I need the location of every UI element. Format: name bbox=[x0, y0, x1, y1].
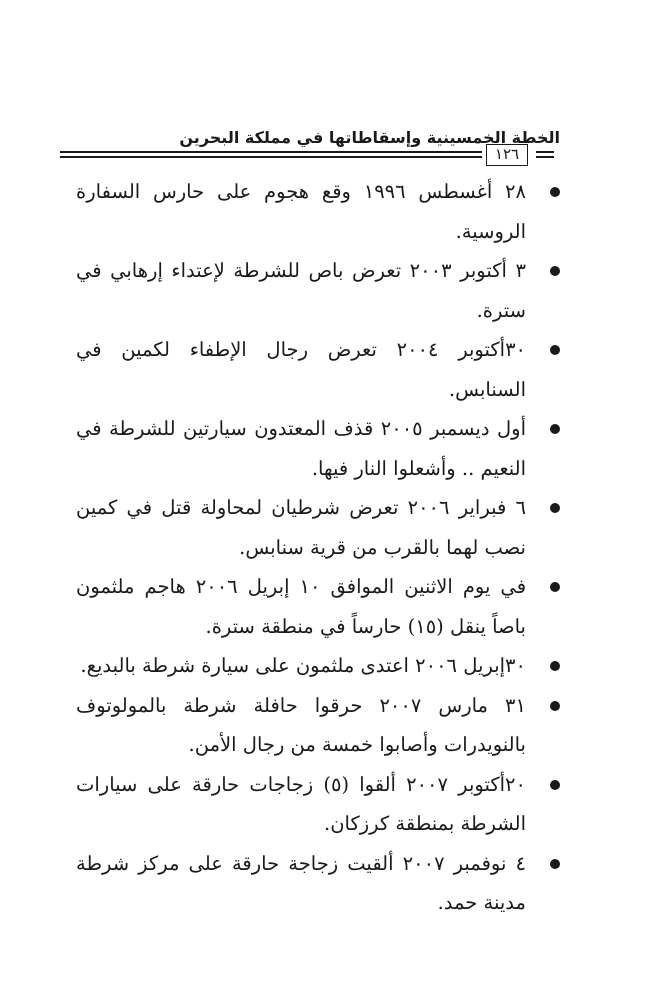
list-item-text: ٣٠إبريل ٢٠٠٦ اعتدى ملثمون على سيارة شرطة بالبديع. bbox=[80, 654, 526, 677]
page-number-ornament bbox=[536, 151, 554, 153]
bullet-icon bbox=[550, 345, 560, 355]
list-item-text: ٣١ مارس ٢٠٠٧ حرقوا حافلة شرطة بالمولوتوف بالنويدرات وأصابوا خمسة من رجال الأمن. bbox=[76, 693, 526, 756]
page-number-ornament bbox=[536, 156, 554, 158]
header-rule bbox=[60, 156, 482, 158]
list-item-text: في يوم الاثنين الموافق ١٠ إبريل ٢٠٠٦ هاجم ملثمون باصاً ينقل (١٥) حارساً في منطقة سترة. bbox=[76, 575, 527, 638]
running-title: الخطة الخمسينية وإسقاطاتها في مملكة البحرين bbox=[179, 128, 560, 147]
incident-list bbox=[76, 172, 564, 923]
bullet-icon bbox=[550, 187, 560, 197]
list-item-text: أول ديسمبر ٢٠٠٥ قذف المعتدون سيارتين للشرطة في النعيم .. وأشعلوا النار فيها. bbox=[76, 417, 526, 480]
bullet-icon bbox=[550, 582, 560, 592]
bullet-icon bbox=[550, 503, 560, 513]
list-item bbox=[76, 686, 564, 765]
list-item bbox=[76, 330, 564, 409]
list-item-text: ٢٠أكتوبر ٢٠٠٧ ألقوا (٥) زجاجات حارقة على سيارات الشرطة بمنطقة كرزكان. bbox=[76, 772, 526, 835]
list-item bbox=[76, 765, 564, 844]
list-item bbox=[76, 646, 564, 686]
list-item-text: ٢٨ أغسطس ١٩٩٦ وقع هجوم على حارس السفارة الروسية. bbox=[76, 180, 526, 243]
list-item bbox=[76, 172, 564, 251]
list-item bbox=[76, 488, 564, 567]
list-item-text: ٤ نوفمبر ٢٠٠٧ ألقيت زجاجة حارقة على مركز شرطة مدينة حمد. bbox=[76, 851, 526, 914]
bullet-icon bbox=[550, 780, 560, 790]
list-item bbox=[76, 251, 564, 330]
bullet-icon bbox=[550, 701, 560, 711]
header-rule bbox=[60, 151, 482, 153]
list-item bbox=[76, 409, 564, 488]
list-item bbox=[76, 567, 564, 646]
list-item-text: ٦ فبراير ٢٠٠٦ تعرض شرطيان لمحاولة قتل في كمين نصب لهما بالقرب من قرية سنابس. bbox=[76, 496, 526, 559]
list-item bbox=[76, 844, 564, 923]
list-item-text: ٣٠أكتوبر ٢٠٠٤ تعرض رجال الإطفاء لكمين في السنابس. bbox=[76, 338, 527, 401]
bullet-icon bbox=[550, 859, 560, 869]
list-item-text: ٣ أكتوبر ٢٠٠٣ تعرض باص للشرطة لإعتداء إرهابي في سترة. bbox=[76, 259, 526, 322]
bullet-icon bbox=[550, 661, 560, 671]
bullet-icon bbox=[550, 266, 560, 276]
bullet-icon bbox=[550, 424, 560, 434]
page-number: ١٢٦ bbox=[486, 144, 528, 166]
